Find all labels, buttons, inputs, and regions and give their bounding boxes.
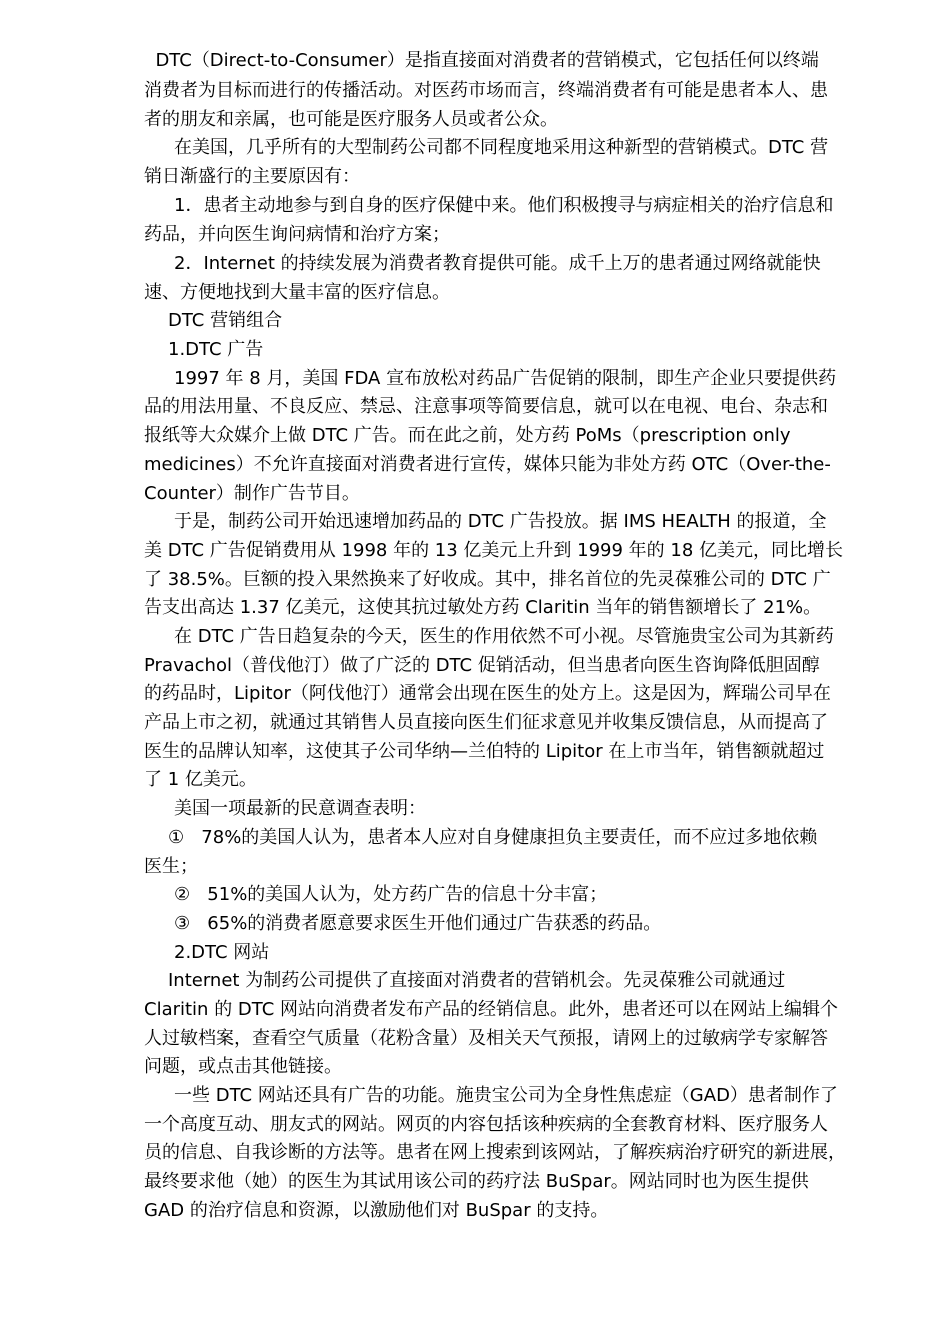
text-line: 的药品时，Lipitor（阿伐他汀）通常会出现在医生的处方上。这是因为，辉瑞公司早在 (144, 683, 831, 704)
text-line: 问题，或点击其他链接。 (144, 1056, 342, 1077)
text-line: 了 38.5%。巨额的投入果然换来了好收成。其中，排名首位的先灵葆雅公司的 DTC 广 (144, 569, 831, 590)
text-line: 速、方便地找到大量丰富的医疗信息。 (144, 282, 450, 303)
text-line: 医生的品牌认知率，这使其子公司华纳—兰伯特的 Lipitor 在上市当年，销售额就超过 (144, 741, 825, 762)
text-line: 1997 年 8 月，美国 FDA 宣布放松对药品广告促销的限制，即生产企业只要提供药 (174, 368, 837, 389)
text-line: 人过敏档案，查看空气质量（花粉含量）及相关天气预报，请网上的过敏病学专家解答 (144, 1028, 828, 1049)
survey-item: ③ 65%的消费者愿意要求医生开他们通过广告获悉的药品。 (174, 913, 662, 934)
text-line: 一个高度互动、朋友式的网站。网页的内容包括该种疾病的全套教育材料、医疗服务人 (144, 1114, 828, 1135)
text-line: Pravachol（普伐他汀）做了广泛的 DTC 促销活动，但当患者向医生咨询降低胆固醇 (144, 655, 820, 676)
section-heading: DTC 营销组合 (168, 310, 283, 331)
text-line: DTC（Direct-to-Consumer）是指直接面对消费者的营销模式，它包括任何以终端 (144, 50, 819, 71)
text-line: 美 DTC 广告促销费用从 1998 年的 13 亿美元上升到 1999 年的 18 亿美元，同比增长 (144, 540, 844, 561)
survey-item: ② 51%的美国人认为，处方药广告的信息十分丰富； (174, 884, 608, 905)
text-line: 员的信息、自我诊断的方法等。患者在网上搜索到该网站，了解疾病治疗研究的新进展， (144, 1142, 846, 1163)
text-line: 在 DTC 广告日趋复杂的今天，医生的作用依然不可小视。尽管施贵宝公司为其新药 (174, 626, 834, 647)
text-line: GAD 的治疗信息和资源，以激励他们对 BuSpar 的支持。 (144, 1200, 609, 1221)
text-line: 销日渐盛行的主要原因有： (144, 166, 360, 187)
text-line: 产品上市之初，就通过其销售人员直接向医生们征求意见并收集反馈信息，从而提高了 (144, 712, 828, 733)
text-line: 最终要求他（她）的医生为其试用该公司的药疗法 BuSpar。网站同时也为医生提供 (144, 1171, 809, 1192)
text-line: 药品，并向医生询问病情和治疗方案； (144, 224, 450, 245)
text-line: 一些 DTC 网站还具有广告的功能。施贵宝公司为全身性焦虑症（GAD）患者制作了 (174, 1085, 838, 1106)
text-line: 品的用法用量、不良反应、禁忌、注意事项等简要信息，就可以在电视、电台、杂志和 (144, 396, 828, 417)
text-line: 告支出高达 1.37 亿美元，这使其抗过敏处方药 Claritin 当年的销售额增长了 21%。 (144, 597, 822, 618)
text-line: 了 1 亿美元。 (144, 769, 257, 790)
text-line: 医生； (144, 856, 198, 877)
text-line: Internet 为制药公司提供了直接面对消费者的营销机会。先灵葆雅公司就通过 (168, 970, 786, 991)
text-line: Counter）制作广告节目。 (144, 483, 360, 504)
text-line: 于是，制药公司开始迅速增加药品的 DTC 广告投放。据 IMS HEALTH 的报道，全 (174, 511, 827, 532)
text-line: 报纸等大众媒介上做 DTC 广告。而在此之前，处方药 PoMs（prescription only (144, 425, 791, 446)
subsection-heading: 1.DTC 广告 (168, 339, 264, 360)
text-line: 1．患者主动地参与到自身的医疗保健中来。他们积极搜寻与病症相关的治疗信息和 (174, 195, 834, 216)
subsection-heading: 2.DTC 网站 (174, 942, 270, 963)
survey-item: ① 78%的美国人认为，患者本人应对自身健康担负主要责任，而不应过多地依赖 (168, 827, 818, 848)
text-line: medicines）不允许直接面对消费者进行宣传，媒体只能为非处方药 OTC（Over-the- (144, 454, 831, 475)
text-line: 2．Internet 的持续发展为消费者教育提供可能。成千上万的患者通过网络就能快 (174, 253, 821, 274)
text-line: 美国一项最新的民意调查表明： (174, 798, 426, 819)
text-line: 者的朋友和亲属，也可能是医疗服务人员或者公众。 (144, 109, 558, 130)
text-line: Claritin 的 DTC 网站向消费者发布产品的经销信息。此外，患者还可以在网站上编辑个 (144, 999, 838, 1020)
text-line: 消费者为目标而进行的传播活动。对医药市场而言，终端消费者有可能是患者本人、患 (144, 80, 828, 101)
text-line: 在美国，几乎所有的大型制药公司都不同程度地采用这种新型的营销模式。DTC 营 (174, 137, 829, 158)
